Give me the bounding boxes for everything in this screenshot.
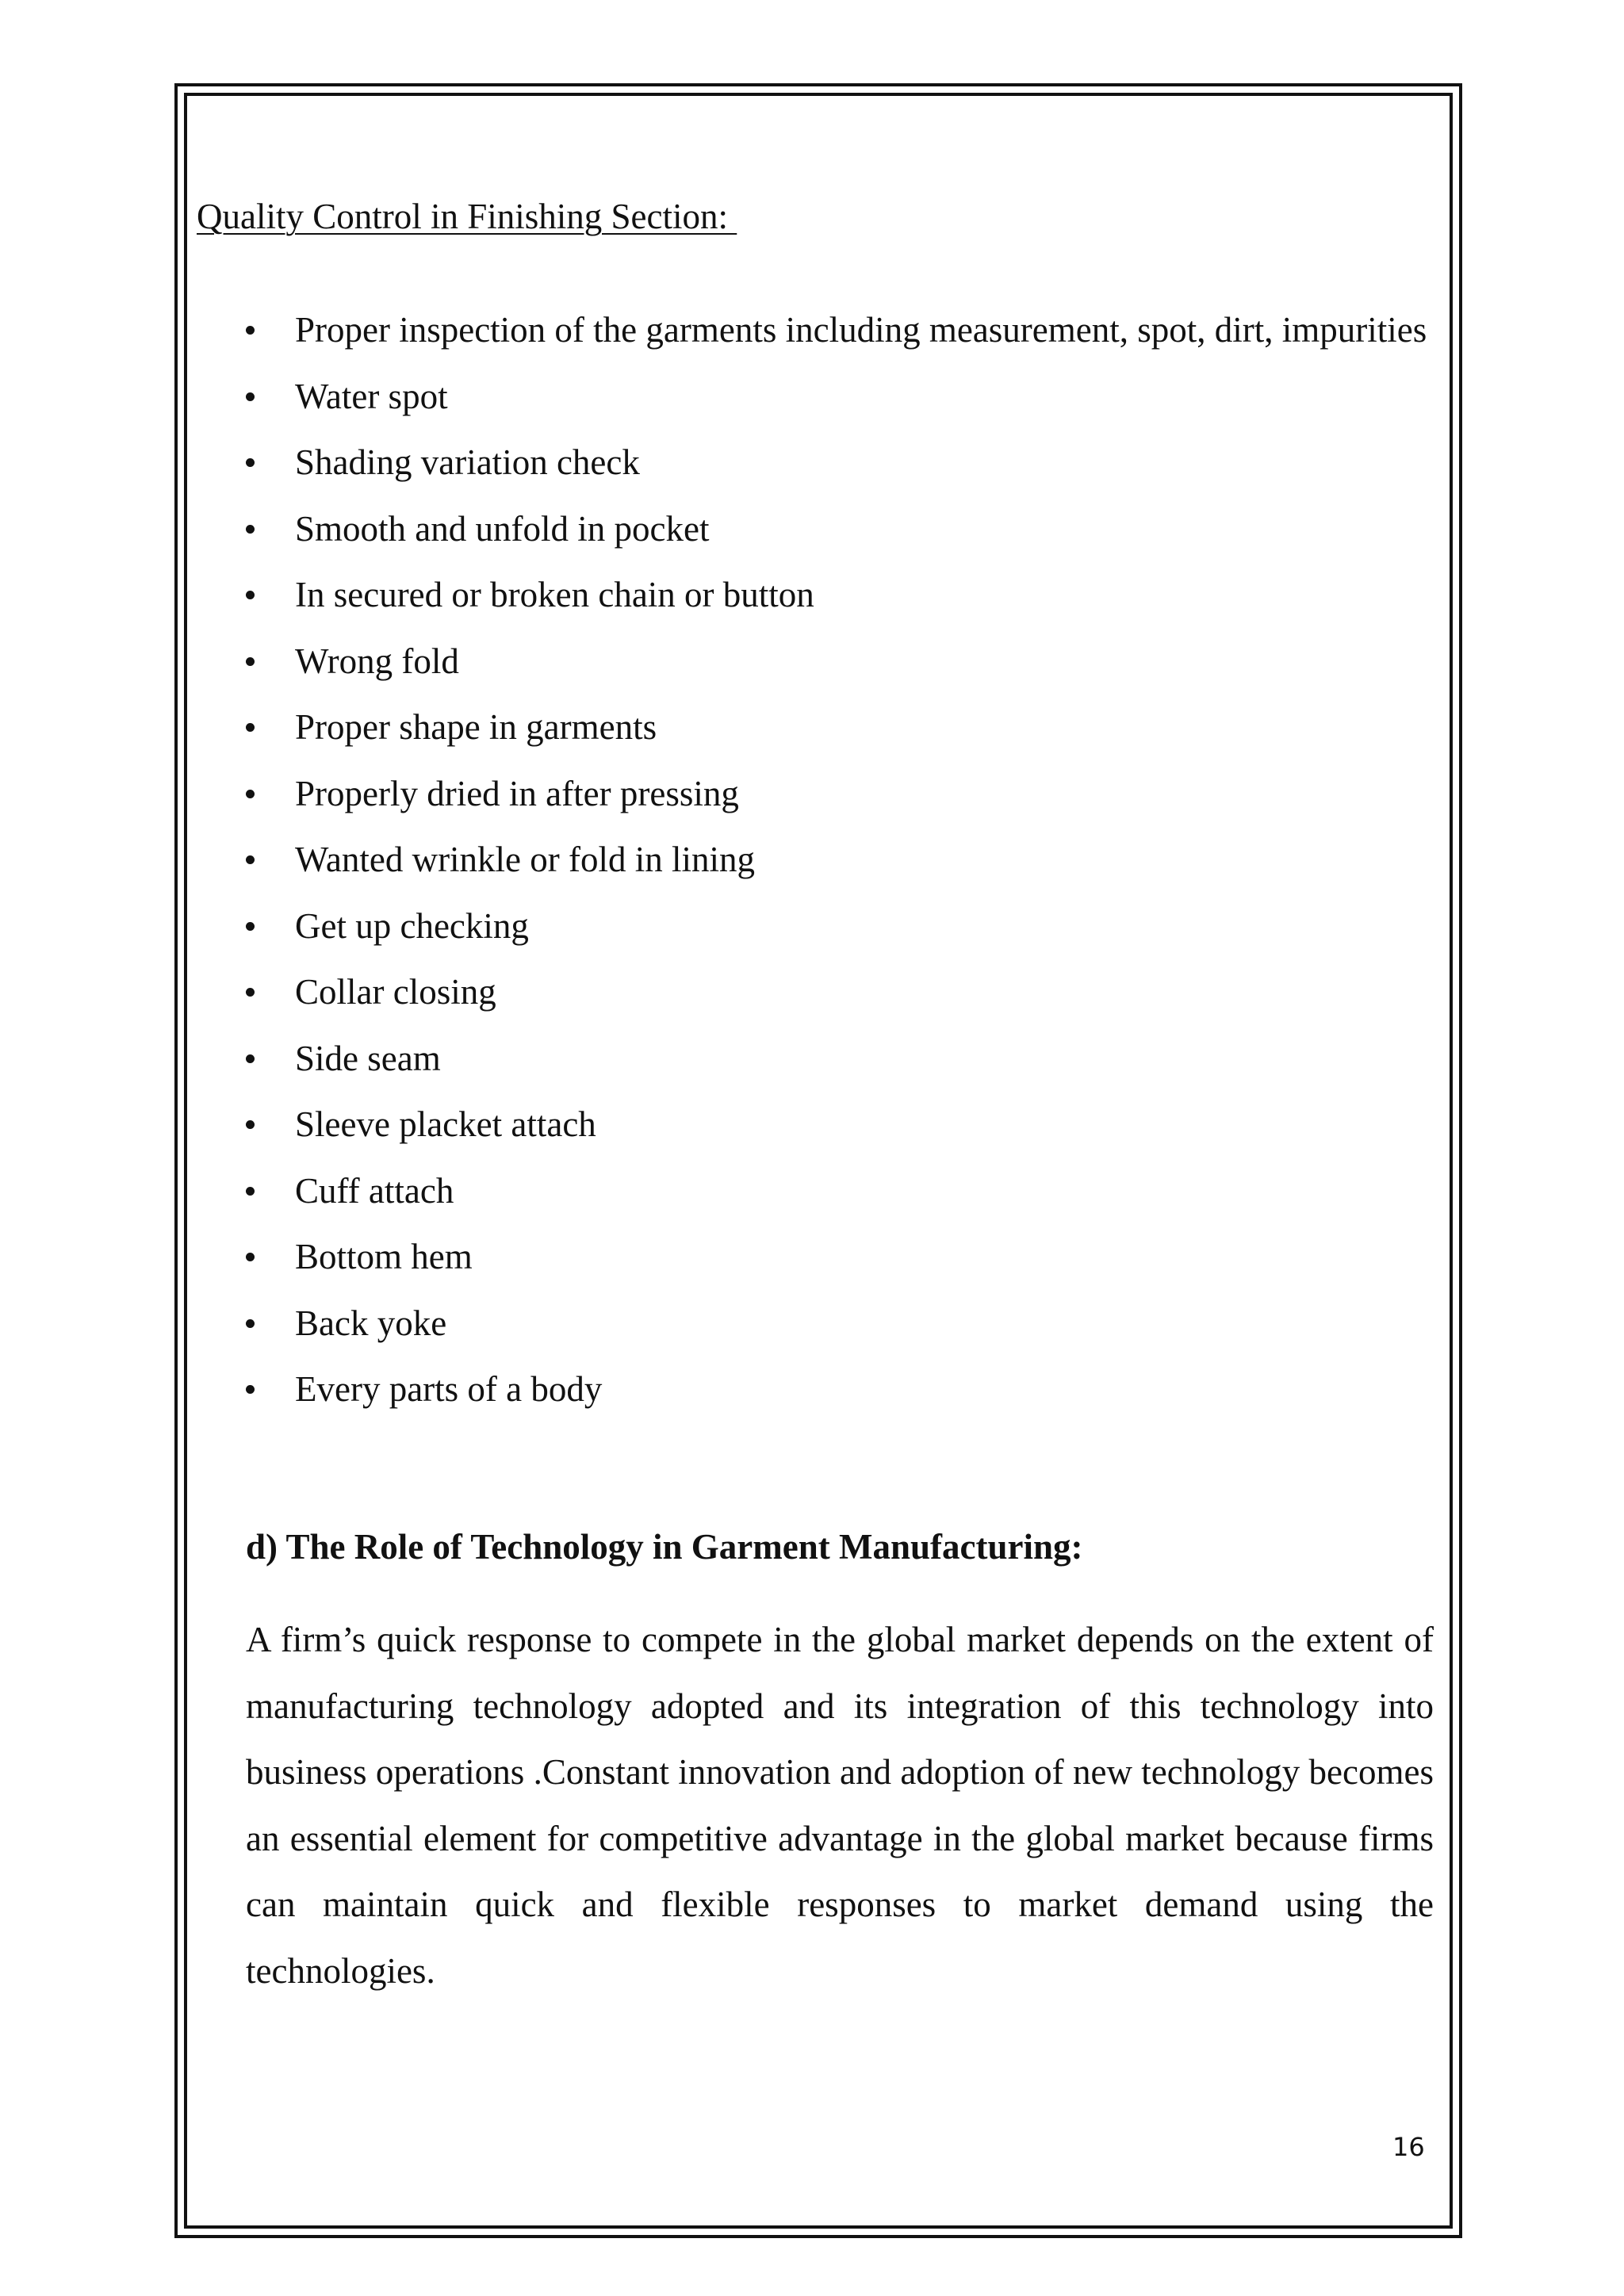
bullet-icon [246, 922, 255, 931]
list-item-text: Proper shape in garments [295, 707, 657, 747]
list-item [246, 1224, 1434, 1291]
bullet-icon [246, 1120, 255, 1129]
list-item [246, 761, 1434, 828]
bullet-icon [246, 591, 255, 599]
list-item-text: Side seam [295, 1038, 441, 1078]
subsection-heading: d) The Role of Technology in Garment Manufacturing: [246, 1527, 1083, 1567]
body-paragraph: A firm’s quick response to compete in the global market depends on the extent of manufacturing technology adopted and its integration of this technology into business operations .Constant innovation and adoption of new technology becomes an essential element for competitive advantage in the global market because firms can maintain quick and flexible responses to market demand using the technologies. [246, 1620, 1434, 1991]
list-item-text: In secured or broken chain or button [295, 575, 814, 614]
list-item [246, 1291, 1434, 1357]
quality-checklist [246, 297, 1434, 1423]
bullet-icon [246, 1054, 255, 1063]
list-item [246, 430, 1434, 496]
list-item-text: Sleeve placket attach [295, 1104, 596, 1144]
list-item-text: Back yoke [295, 1303, 447, 1343]
list-item-text: Get up checking [295, 905, 529, 946]
list-item-text: Smooth and unfold in pocket [295, 508, 710, 549]
section-title: Quality Control in Finishing Section: [197, 197, 737, 236]
list-item-text: Collar closing [295, 972, 496, 1012]
list-item [246, 695, 1434, 761]
bullet-icon [246, 1385, 255, 1394]
list-item [246, 1026, 1434, 1093]
bullet-icon [246, 1319, 255, 1328]
list-item-text: Properly dried in after pressing [295, 773, 739, 813]
list-item [246, 629, 1434, 695]
list-item [246, 1158, 1434, 1225]
list-item-text: Shading variation check [295, 442, 640, 482]
bullet-icon [246, 1253, 255, 1261]
list-item [246, 364, 1434, 430]
list-item [246, 1357, 1434, 1423]
bullet-icon [246, 392, 255, 401]
bullet-icon [246, 855, 255, 864]
bullet-icon [246, 525, 255, 534]
bullet-icon [246, 1187, 255, 1196]
list-item-text: Cuff attach [295, 1170, 454, 1211]
list-item [246, 959, 1434, 1026]
list-item-text: Bottom hem [295, 1237, 473, 1276]
bullet-icon [246, 326, 255, 335]
list-item [246, 827, 1434, 894]
list-item [246, 297, 1434, 364]
list-item-text: Proper inspection of the garments including measurement, spot, dirt, impurities [295, 310, 1427, 350]
bullet-icon [246, 723, 255, 732]
list-item-text: Water spot [295, 376, 448, 416]
list-item-text: Wrong fold [295, 641, 459, 681]
list-item-text: Wanted wrinkle or fold in lining [295, 840, 756, 879]
list-item [246, 496, 1434, 563]
list-item [246, 894, 1434, 960]
page-number: 16 [1392, 2132, 1425, 2162]
bullet-icon [246, 458, 255, 467]
list-item-text: Every parts of a body [295, 1369, 603, 1409]
list-item [246, 1092, 1434, 1158]
bullet-icon [246, 657, 255, 666]
bullet-icon [246, 790, 255, 798]
bullet-icon [246, 988, 255, 997]
list-item [246, 562, 1434, 629]
